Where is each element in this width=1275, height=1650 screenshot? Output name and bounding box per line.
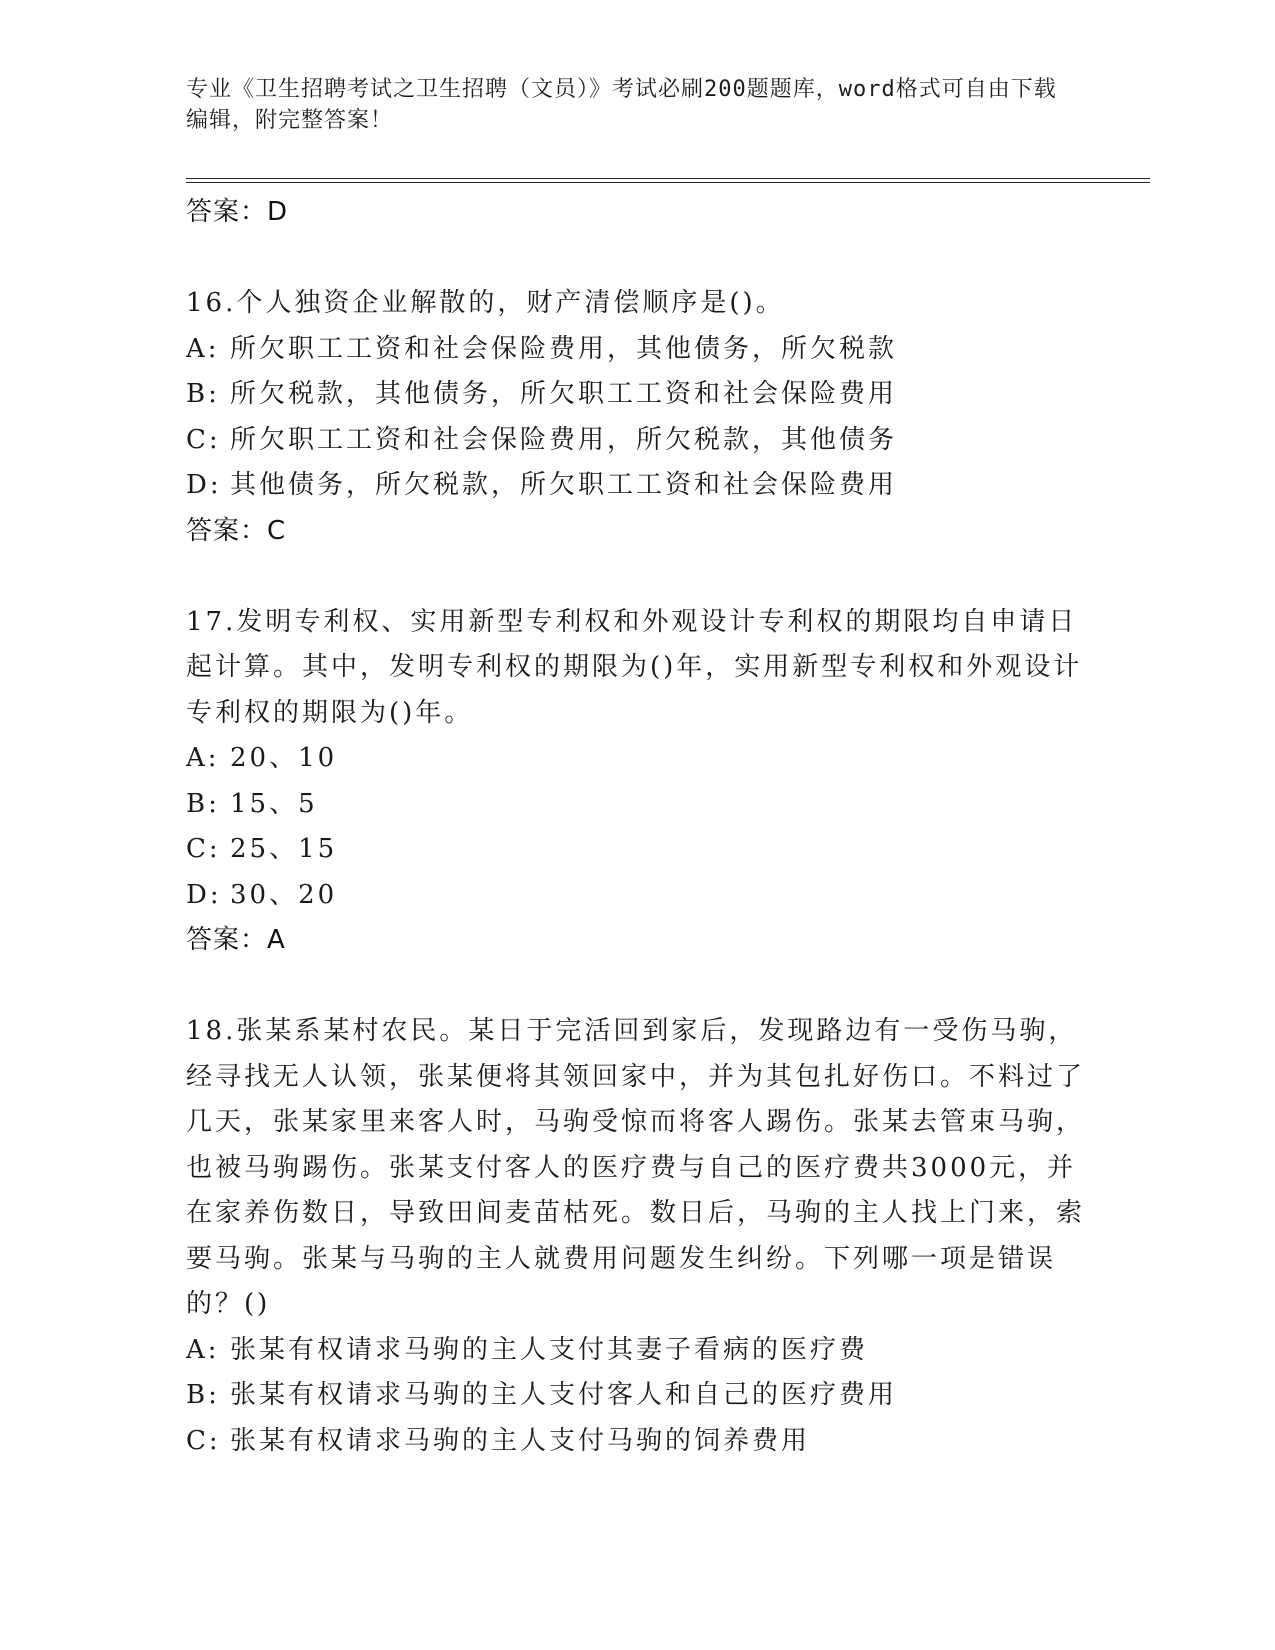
option-d	[186, 463, 1086, 509]
option-key: C:	[186, 834, 221, 864]
option-key: A:	[186, 1334, 220, 1365]
spacer	[186, 235, 1086, 281]
previous-answer: 答案：D	[186, 197, 289, 227]
option-text: 20、10	[230, 743, 338, 773]
option-text: 所欠税款，其他债务，所欠职工工资和社会保险费用	[230, 379, 898, 409]
question-list	[186, 190, 1086, 1464]
option-key: A:	[186, 333, 220, 364]
option-key: B:	[186, 788, 220, 819]
option-key: C:	[186, 1425, 221, 1456]
option-text: 30、20	[230, 879, 338, 910]
question-17	[186, 600, 1086, 964]
option-c	[186, 1419, 1086, 1465]
header-note: 专业《卫生招聘考试之卫生招聘（文员）》考试必刷200题题库，word格式可自由下载编辑，附完整答案！	[186, 77, 1057, 133]
header-divider-bottom	[186, 182, 1150, 183]
option-key: B:	[186, 379, 220, 409]
spacer	[186, 963, 1086, 1009]
spacer	[186, 554, 1086, 600]
option-text: 所欠职工工资和社会保险费用，其他债务，所欠税款	[230, 333, 898, 364]
option-key: C:	[186, 424, 221, 455]
option-text: 其他债务，所欠税款，所欠职工工资和社会保险费用	[230, 470, 898, 500]
question-18	[186, 1009, 1086, 1464]
question-text: 17.发明专利权、实用新型专利权和外观设计专利权的期限均自申请日起计算。其中，发明专利权的期限为()年，实用新型专利权和外观设计专利权的期限为()年。	[186, 606, 1083, 728]
question-16	[186, 281, 1086, 554]
question-text: 18.张某系某村农民。某日于完活回到家后，发现路边有一受伤马驹，经寻找无人认领，张某便将其领回家中，并为其包扎好伤口。不料过了几天，张某家里来客人时，马驹受惊而将客人踢伤。张某去管束马驹，也被马驹踢伤。张某支付客人的医疗费与自己的医疗费共3000元，并在家养伤数日，导致田间麦苗枯死。数日后，马驹的主人找上门来，索要马驹。张某与马驹的主人就费用问题发生纠纷。下列哪一项是错误的？()	[186, 1016, 1086, 1319]
option-b	[186, 1373, 1086, 1419]
answer: 答案：A	[186, 925, 286, 955]
option-text: 张某有权请求马驹的主人支付马驹的饲养费用	[230, 1425, 811, 1456]
option-key: A:	[186, 743, 220, 773]
option-key: D:	[186, 879, 222, 910]
option-a	[186, 327, 1086, 373]
option-a	[186, 1328, 1086, 1374]
option-b	[186, 372, 1086, 418]
header-divider-top	[186, 178, 1150, 179]
option-text: 张某有权请求马驹的主人支付其妻子看病的医疗费	[230, 1334, 869, 1365]
option-text: 15、5	[230, 788, 318, 819]
option-text: 张某有权请求马驹的主人支付客人和自己的医疗费用	[230, 1380, 898, 1410]
option-text: 所欠职工工资和社会保险费用，所欠税款，其他债务	[230, 424, 898, 455]
option-b	[186, 782, 1086, 828]
option-a	[186, 736, 1086, 782]
option-c	[186, 418, 1086, 464]
option-text: 25、15	[230, 834, 338, 864]
question-text: 16.个人独资企业解散的，财产清偿顺序是()。	[186, 288, 785, 318]
option-c	[186, 827, 1086, 873]
answer: 答案：C	[186, 515, 287, 546]
option-d	[186, 873, 1086, 919]
option-key: B:	[186, 1380, 220, 1410]
option-key: D:	[186, 470, 222, 500]
